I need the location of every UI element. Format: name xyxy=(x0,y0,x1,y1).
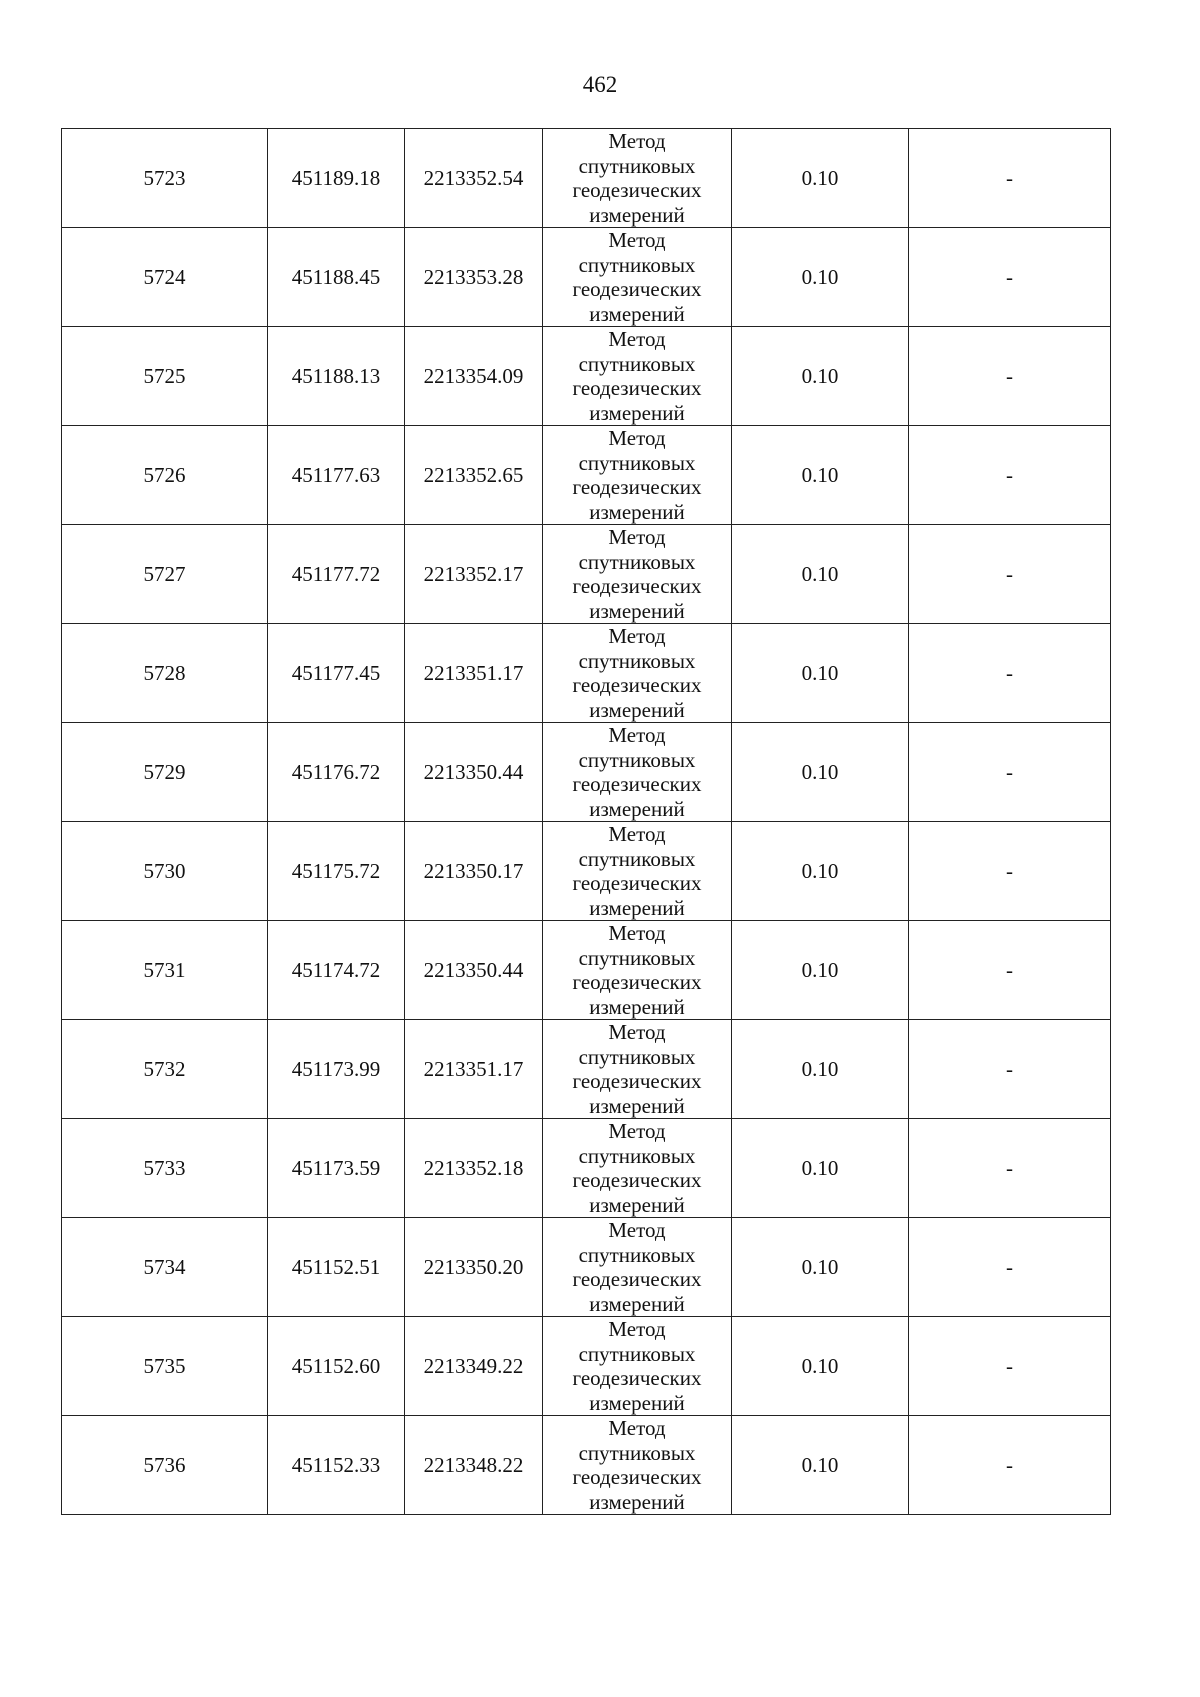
method-cell xyxy=(543,426,732,525)
method-line: Метод xyxy=(608,525,666,549)
note-cell: - xyxy=(909,228,1111,327)
method-line: Метод xyxy=(608,129,666,153)
method-line: измерений xyxy=(589,895,685,920)
table-row xyxy=(62,624,1111,723)
coordinates-table-body xyxy=(62,129,1111,1515)
note-cell: - xyxy=(909,525,1111,624)
accuracy-cell: 0.10 xyxy=(732,1119,909,1218)
method-line: измерений xyxy=(589,697,685,722)
x-coordinate-cell: 451177.45 xyxy=(268,624,405,723)
point-number-cell: 5729 xyxy=(62,723,268,822)
method-line: Метод xyxy=(608,228,666,252)
accuracy-cell: 0.10 xyxy=(732,1317,909,1416)
note-cell: - xyxy=(909,1218,1111,1317)
method-line: измерений xyxy=(589,1093,685,1118)
point-number-cell: 5723 xyxy=(62,129,268,228)
accuracy-cell: 0.10 xyxy=(732,525,909,624)
point-number-cell: 5727 xyxy=(62,525,268,624)
method-line: спутниковых xyxy=(578,1143,696,1168)
method-line: измерений xyxy=(589,598,685,623)
table-row xyxy=(62,1119,1111,1218)
method-line: геодезических xyxy=(572,772,702,796)
accuracy-cell: 0.10 xyxy=(732,228,909,327)
method-line: спутниковых xyxy=(578,549,696,574)
point-number-cell: 5731 xyxy=(62,921,268,1020)
table-row xyxy=(62,1218,1111,1317)
method-cell xyxy=(543,624,732,723)
y-coordinate-cell: 2213352.17 xyxy=(405,525,543,624)
table-row xyxy=(62,525,1111,624)
x-coordinate-cell: 451176.72 xyxy=(268,723,405,822)
table-row xyxy=(62,129,1111,228)
method-cell xyxy=(543,723,732,822)
note-cell: - xyxy=(909,723,1111,822)
x-coordinate-cell: 451152.51 xyxy=(268,1218,405,1317)
x-coordinate-cell: 451152.60 xyxy=(268,1317,405,1416)
y-coordinate-cell: 2213352.65 xyxy=(405,426,543,525)
method-line: спутниковых xyxy=(578,252,696,277)
method-line: измерений xyxy=(589,994,685,1019)
table-row xyxy=(62,327,1111,426)
method-line: измерений xyxy=(589,400,685,425)
x-coordinate-cell: 451174.72 xyxy=(268,921,405,1020)
accuracy-cell: 0.10 xyxy=(732,1020,909,1119)
y-coordinate-cell: 2213350.17 xyxy=(405,822,543,921)
method-line: измерений xyxy=(589,202,685,227)
method-cell xyxy=(543,525,732,624)
method-line: Метод xyxy=(608,1317,666,1341)
note-cell: - xyxy=(909,426,1111,525)
y-coordinate-cell: 2213350.44 xyxy=(405,723,543,822)
table-row xyxy=(62,723,1111,822)
method-line: спутниковых xyxy=(578,153,696,178)
note-cell: - xyxy=(909,1317,1111,1416)
method-line: спутниковых xyxy=(578,945,696,970)
note-cell: - xyxy=(909,1119,1111,1218)
y-coordinate-cell: 2213350.20 xyxy=(405,1218,543,1317)
y-coordinate-cell: 2213351.17 xyxy=(405,624,543,723)
method-line: измерений xyxy=(589,1489,685,1514)
point-number-cell: 5734 xyxy=(62,1218,268,1317)
method-line: Метод xyxy=(608,1020,666,1044)
note-cell: - xyxy=(909,1020,1111,1119)
method-line: геодезических xyxy=(572,1069,702,1093)
accuracy-cell: 0.10 xyxy=(732,723,909,822)
table-row xyxy=(62,921,1111,1020)
method-line: геодезических xyxy=(572,376,702,400)
method-line: геодезических xyxy=(572,574,702,598)
method-line: Метод xyxy=(608,426,666,450)
method-line: геодезических xyxy=(572,871,702,895)
x-coordinate-cell: 451175.72 xyxy=(268,822,405,921)
method-line: Метод xyxy=(608,327,666,351)
note-cell: - xyxy=(909,822,1111,921)
method-line: спутниковых xyxy=(578,648,696,673)
point-number-cell: 5735 xyxy=(62,1317,268,1416)
method-line: геодезических xyxy=(572,970,702,994)
table-row xyxy=(62,1020,1111,1119)
method-line: измерений xyxy=(589,499,685,524)
method-line: спутниковых xyxy=(578,351,696,376)
point-number-cell: 5730 xyxy=(62,822,268,921)
method-line: Метод xyxy=(608,1218,666,1242)
method-line: измерений xyxy=(589,1390,685,1415)
y-coordinate-cell: 2213349.22 xyxy=(405,1317,543,1416)
accuracy-cell: 0.10 xyxy=(732,822,909,921)
method-line: геодезических xyxy=(572,1267,702,1291)
method-line: измерений xyxy=(589,301,685,326)
method-line: спутниковых xyxy=(578,1440,696,1465)
method-line: спутниковых xyxy=(578,1242,696,1267)
method-line: спутниковых xyxy=(578,846,696,871)
point-number-cell: 5726 xyxy=(62,426,268,525)
method-line: измерений xyxy=(589,1192,685,1217)
accuracy-cell: 0.10 xyxy=(732,426,909,525)
table-row xyxy=(62,1317,1111,1416)
method-line: измерений xyxy=(589,796,685,821)
table-row xyxy=(62,426,1111,525)
x-coordinate-cell: 451152.33 xyxy=(268,1416,405,1515)
method-cell xyxy=(543,822,732,921)
method-line: геодезических xyxy=(572,1168,702,1192)
page-number: 462 xyxy=(582,72,618,97)
y-coordinate-cell: 2213353.28 xyxy=(405,228,543,327)
method-cell xyxy=(543,327,732,426)
accuracy-cell: 0.10 xyxy=(732,921,909,1020)
y-coordinate-cell: 2213348.22 xyxy=(405,1416,543,1515)
accuracy-cell: 0.10 xyxy=(732,1218,909,1317)
y-coordinate-cell: 2213352.54 xyxy=(405,129,543,228)
coordinates-table xyxy=(61,128,1111,1515)
note-cell: - xyxy=(909,921,1111,1020)
point-number-cell: 5728 xyxy=(62,624,268,723)
method-line: Метод xyxy=(608,723,666,747)
note-cell: - xyxy=(909,624,1111,723)
method-cell xyxy=(543,1416,732,1515)
accuracy-cell: 0.10 xyxy=(732,129,909,228)
point-number-cell: 5736 xyxy=(62,1416,268,1515)
method-cell xyxy=(543,921,732,1020)
method-cell xyxy=(543,1317,732,1416)
point-number-cell: 5732 xyxy=(62,1020,268,1119)
method-line: спутниковых xyxy=(578,450,696,475)
y-coordinate-cell: 2213350.44 xyxy=(405,921,543,1020)
method-line: Метод xyxy=(608,822,666,846)
table-row xyxy=(62,228,1111,327)
method-line: Метод xyxy=(608,921,666,945)
method-line: спутниковых xyxy=(578,1341,696,1366)
x-coordinate-cell: 451188.13 xyxy=(268,327,405,426)
x-coordinate-cell: 451173.59 xyxy=(268,1119,405,1218)
method-cell xyxy=(543,228,732,327)
point-number-cell: 5724 xyxy=(62,228,268,327)
point-number-cell: 5733 xyxy=(62,1119,268,1218)
note-cell: - xyxy=(909,1416,1111,1515)
note-cell: - xyxy=(909,327,1111,426)
y-coordinate-cell: 2213352.18 xyxy=(405,1119,543,1218)
method-line: геодезических xyxy=(572,178,702,202)
method-line: Метод xyxy=(608,1416,666,1440)
x-coordinate-cell: 451189.18 xyxy=(268,129,405,228)
method-cell xyxy=(543,1218,732,1317)
method-line: геодезических xyxy=(572,475,702,499)
x-coordinate-cell: 451173.99 xyxy=(268,1020,405,1119)
accuracy-cell: 0.10 xyxy=(732,1416,909,1515)
y-coordinate-cell: 2213354.09 xyxy=(405,327,543,426)
note-cell: - xyxy=(909,129,1111,228)
method-line: спутниковых xyxy=(578,1044,696,1069)
method-cell xyxy=(543,1020,732,1119)
point-number-cell: 5725 xyxy=(62,327,268,426)
table-row xyxy=(62,1416,1111,1515)
x-coordinate-cell: 451188.45 xyxy=(268,228,405,327)
x-coordinate-cell: 451177.72 xyxy=(268,525,405,624)
table-row xyxy=(62,822,1111,921)
method-cell xyxy=(543,129,732,228)
y-coordinate-cell: 2213351.17 xyxy=(405,1020,543,1119)
method-line: геодезических xyxy=(572,1366,702,1390)
accuracy-cell: 0.10 xyxy=(732,327,909,426)
method-line: геодезических xyxy=(572,277,702,301)
method-line: геодезических xyxy=(572,1465,702,1489)
method-line: геодезических xyxy=(572,673,702,697)
method-cell xyxy=(543,1119,732,1218)
accuracy-cell: 0.10 xyxy=(732,624,909,723)
method-line: спутниковых xyxy=(578,747,696,772)
method-line: измерений xyxy=(589,1291,685,1316)
x-coordinate-cell: 451177.63 xyxy=(268,426,405,525)
method-line: Метод xyxy=(608,1119,666,1143)
method-line: Метод xyxy=(608,624,666,648)
